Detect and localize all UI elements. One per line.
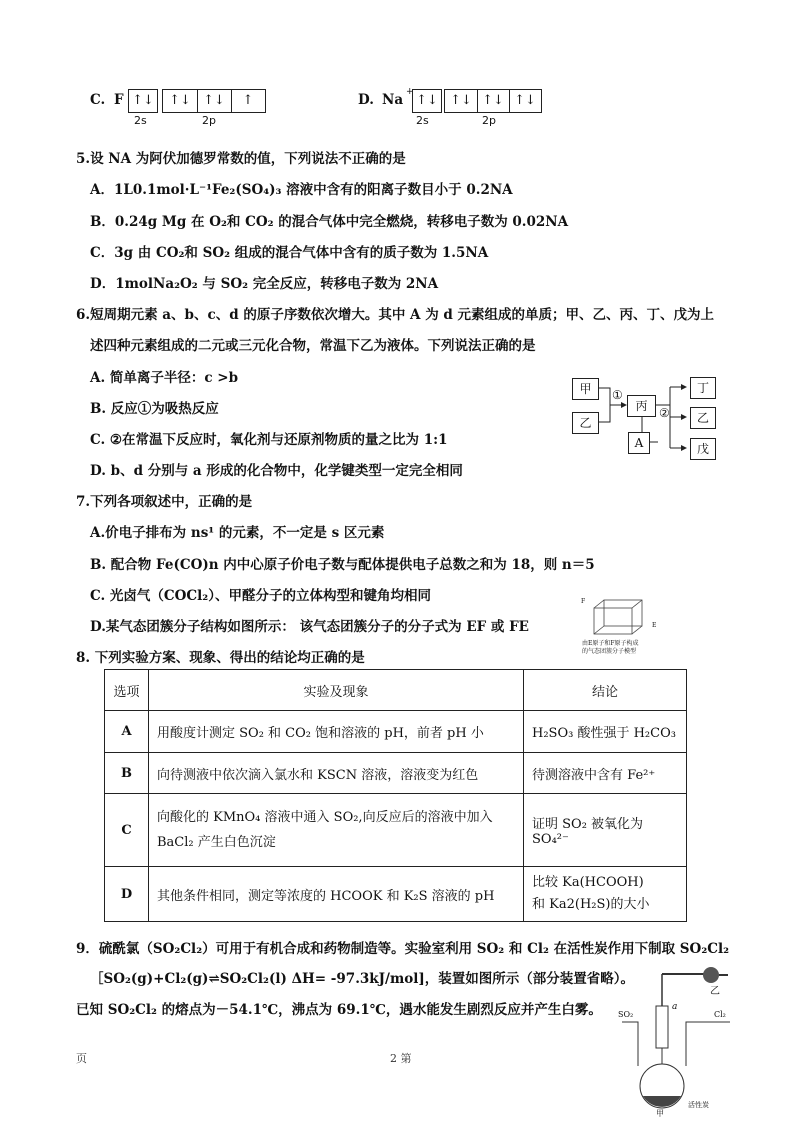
q6-option-d: D. b、d 分别与 a 形成的化合物中，化学键类型一定完全相同: [90, 463, 463, 479]
label-yi: 乙: [710, 986, 720, 997]
option-label: D.: [358, 92, 374, 108]
orbital-2p: ↑↓ ↑↓ ↑↓: [444, 89, 542, 113]
q6-option-b: B. 反应①为吸热反应: [90, 401, 219, 417]
cube-drawing: [578, 596, 662, 638]
reaction-flow-diagram: [570, 376, 722, 464]
q5-option-b: B．0.24g Mg 在 O₂和 CO₂ 的混合气体中完全燃烧，转移电子数为 0.02NA: [90, 214, 569, 230]
q9-line2: ［SO₂(g)+Cl₂(g)⇌SO₂Cl₂(l) ΔH= -97.3kJ/mol]，装置如图所示（部分装置省略）。: [90, 971, 635, 987]
q7-option-d: D.某气态团簇分子结构如图所示： 该气态团簇分子的分子式为 EF 或 FE: [90, 619, 529, 635]
experiment-table: [104, 669, 687, 922]
q6-option-c: C. ②在常温下反应时，氧化剂与还原剂物质的量之比为 1:1: [90, 432, 448, 448]
q7-option-c: C. 光卤气（COCl₂）、甲醛分子的立体构型和键角均相同: [90, 588, 431, 604]
box-wu: 戊: [690, 438, 716, 460]
element-symbol: F: [114, 92, 124, 108]
reaction-1-label: ①: [612, 388, 623, 402]
cube-label-e: E: [652, 622, 657, 629]
q8-stem: 8. 下列实验方案、现象、得出的结论均正确的是: [76, 650, 365, 666]
q7-stem: 7.下列各项叙述中，正确的是: [76, 494, 253, 510]
table-row: B 向待测液中依次滴入氯水和 KSCN 溶液，溶液变为红色 待测溶液中含有 Fe²⁺: [105, 753, 687, 794]
orbital-2s: ↑↓: [128, 89, 158, 113]
apparatus-figure: [616, 962, 744, 1118]
q7-option-b: B. 配合物 Fe(CO)n 内中心原子价电子数与配体提供电子总数之和为 18，则 n＝5: [90, 557, 595, 573]
subshell-label: 2p: [202, 114, 216, 127]
table-row: D 其他条件相同，测定等浓度的 HCOOK 和 K₂S 溶液的 pH 比较 Ka(HCOOH) 和 Ka2(H₂S)的大小: [105, 867, 687, 922]
apparatus-drawing: [616, 962, 744, 1112]
q6-stem-line2: 述四种元素组成的二元或三元化合物，常温下乙为液体。下列说法正确的是: [90, 338, 536, 354]
cluster-cube-figure: [578, 596, 662, 658]
label-so2: SO₂: [618, 1010, 634, 1019]
q9-line1: 9．硫酰氯（SO₂Cl₂）可用于有机合成和药物制造等。实验室利用 SO₂ 和 Cl₂ 在活性炭作用下制取 SO₂Cl₂: [76, 941, 730, 957]
subshell-label: 2s: [416, 114, 429, 127]
element-symbol: Na: [382, 92, 404, 108]
cube-caption-2: 的气态团簇分子模型: [582, 648, 637, 655]
box-jia: 甲: [572, 378, 599, 400]
q5-option-a: A．1L0.1mol·L⁻¹Fe₂(SO₄)₃ 溶液中含有的阳离子数目小于 0.2NA: [90, 182, 513, 198]
header-experiment: 实验及现象: [149, 670, 524, 711]
ion-charge: +: [406, 87, 414, 97]
box-yi: 乙: [572, 412, 599, 434]
orbital-2p: ↑↓ ↑↓ ↑: [162, 89, 266, 113]
label-a: a: [672, 1002, 678, 1012]
label-carbon: 活性炭: [688, 1101, 709, 1109]
q5-stem: 5.设 NA 为阿伏加德罗常数的值，下列说法不正确的是: [76, 151, 406, 167]
page-number: 2 第: [390, 1052, 412, 1065]
q7-option-a: A.价电子排布为 ns¹ 的元素，不一定是 s 区元素: [90, 525, 385, 541]
header-conclusion: 结论: [524, 670, 687, 711]
table-row: C 向酸化的 KMnO₄ 溶液中通入 SO₂,向反应后的溶液中加入 BaCl₂ 产生白色沉淀 证明 SO₂ 被氧化为 SO₄²⁻: [105, 794, 687, 867]
cube-caption-1: 由E原子和F原子构成: [582, 640, 639, 647]
q5-option-d: D．1molNa₂O₂ 与 SO₂ 完全反应，转移电子数为 2NA: [90, 276, 439, 292]
cube-label-f: F: [581, 598, 586, 605]
footer-left: 页: [76, 1052, 87, 1065]
header-option: 选项: [105, 670, 149, 711]
q5-option-c: C．3g 由 CO₂和 SO₂ 组成的混合气体中含有的质子数为 1.5NA: [90, 245, 489, 261]
box-yi2: 乙: [690, 407, 716, 429]
label-cl2: Cl₂: [714, 1010, 726, 1019]
option-d-orbital: [358, 89, 558, 131]
orbital-2s: ↑↓: [412, 89, 442, 113]
box-A: A: [628, 432, 650, 454]
subshell-label: 2s: [134, 114, 147, 127]
reaction-2-label: ②: [659, 406, 670, 420]
subshell-label: 2p: [482, 114, 496, 127]
option-c-orbital: [90, 89, 320, 131]
box-bing: 丙: [627, 395, 656, 417]
table-header-row: [105, 670, 687, 711]
box-ding: 丁: [690, 377, 716, 399]
q6-stem-line1: 6.短周期元素 a、b、c、d 的原子序数依次增大。其中 A 为 d 元素组成的单质；甲、乙、丙、丁、戊为上: [76, 307, 715, 323]
label-jia: 甲: [656, 1109, 664, 1118]
option-label: C.: [90, 92, 106, 108]
table-row: A 用酸度计测定 SO₂ 和 CO₂ 饱和溶液的 pH，前者 pH 小 H₂SO₃ 酸性强于 H₂CO₃: [105, 711, 687, 753]
q9-line3: 已知 SO₂Cl₂ 的熔点为－54.1℃，沸点为 69.1℃，遇水能发生剧烈反应并产生白雾。: [76, 1002, 602, 1018]
q6-option-a: A. 简单离子半径：c >b: [90, 370, 239, 386]
